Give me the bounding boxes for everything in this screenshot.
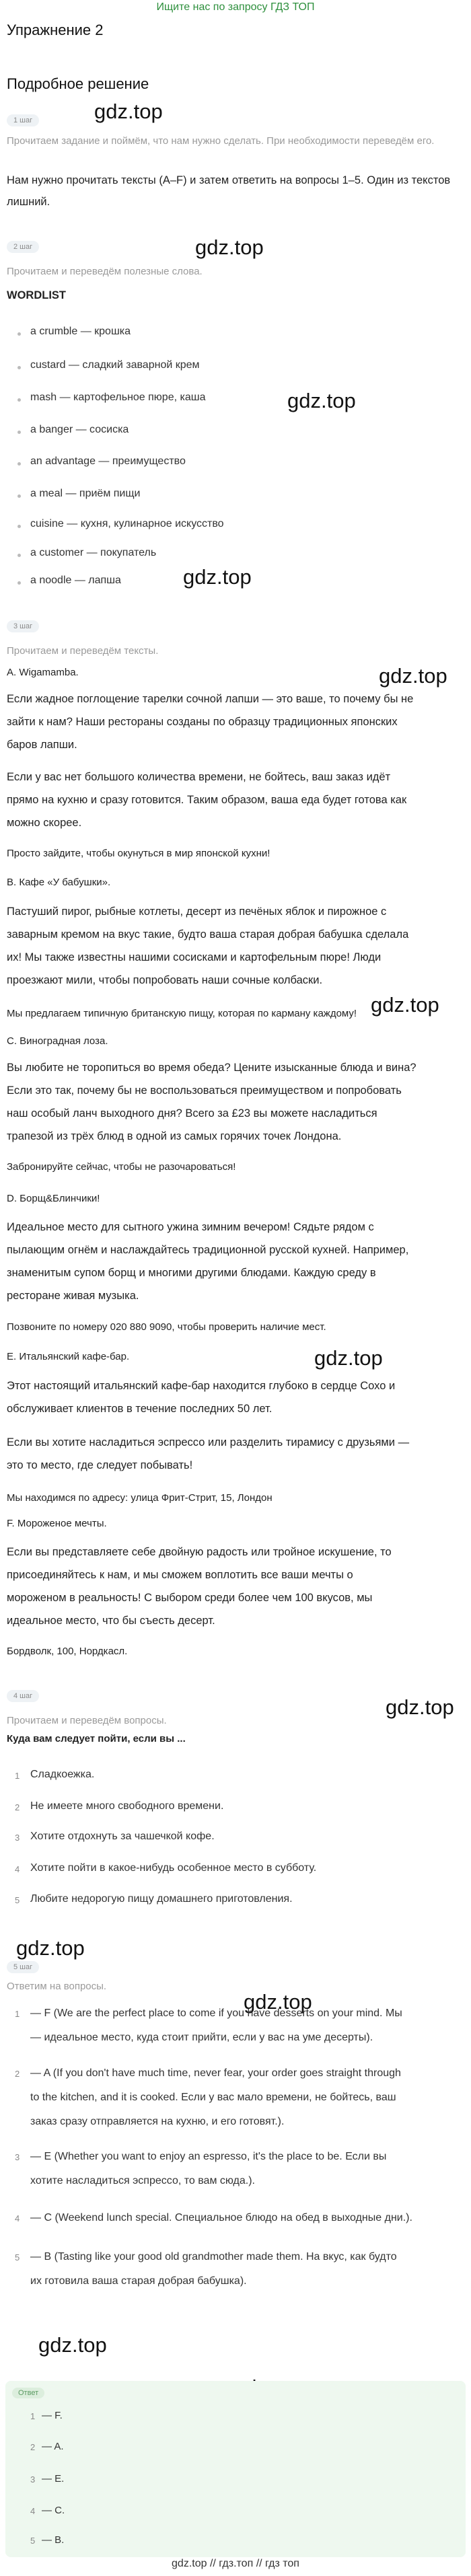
text-e-heading: E. Итальянский кафе-бар.	[7, 1351, 130, 1362]
watermark: gdz.top	[244, 1990, 312, 2014]
text-line: ресторане живая музыка.	[7, 1290, 139, 1302]
step-badge-2: 2 шаг	[7, 241, 39, 253]
bullet	[17, 431, 21, 434]
watermark: gdz.top	[371, 993, 439, 1017]
watermark: gdz.top	[379, 664, 447, 688]
step1-instruction: Прочитаем задание и поймём, что нам нужно сделать. При необходимости переведём его.	[7, 135, 435, 147]
watermark: gdz.top	[314, 1346, 383, 1370]
text-b-heading: B. Кафе «У бабушки».	[7, 877, 111, 888]
answer-number: 2	[30, 2442, 36, 2452]
text-line: Если это так, почему бы не воспользоваться преимуществом и попробовать	[7, 1084, 402, 1097]
step4-instruction: Прочитаем и переведём вопросы.	[7, 1715, 167, 1726]
text-line: Идеальное место для сытного ужина зимним вечером! Сядьте рядом с	[7, 1221, 374, 1233]
text-line: наш особый ланч выходного дня? Всего за £23 вы можете насладиться	[7, 1107, 377, 1119]
text-line: Мы находимся по адресу: улица Фрит-Стрит, 15, Лондон	[7, 1492, 273, 1504]
text-line: идеальное место, что бы съесть десерт.	[7, 1615, 215, 1627]
answer-badge: Ответ	[12, 2388, 44, 2398]
text-line: пылающим огнём и наслаждайтесь традиционной русской кухней. Например,	[7, 1244, 409, 1256]
answer-line: их готовила ваша старая добрая бабушка).	[30, 2275, 247, 2287]
answer-number: 3	[30, 2474, 36, 2485]
answer-line: — B (Tasting like your good old grandmother made them. На вкус, как будто	[30, 2251, 397, 2262]
wordlist-title: WORDLIST	[7, 289, 66, 301]
answer-line: — C (Weekend lunch special. Специальное блюдо на обед в выходные дни.).	[30, 2212, 412, 2223]
text-line: трапезой из трёх блюд в одной из самых горячих точек Лондона.	[7, 1130, 342, 1142]
question-item: Любите недорогую пищу домашнего приготовления.	[30, 1893, 293, 1905]
watermark: gdz.top	[386, 1695, 454, 1719]
bullet	[17, 525, 21, 528]
text-line: Просто зайдите, чтобы окунуться в мир японской кухни!	[7, 848, 270, 859]
answer-number: 1	[15, 2009, 20, 2019]
text-line: мороженом в реальность! С выбором среди более чем 100 вкусов, мы	[7, 1592, 373, 1604]
word-item: custard — сладкий заварной крем	[30, 359, 200, 371]
top-banner	[0, 0, 471, 19]
bullet	[17, 581, 21, 585]
text-line: их! Мы также известны нашими сосисками и картофельным пюре! Люди	[7, 951, 382, 963]
text-line: Если вы представляете себе двойную радость или тройное искушение, то	[7, 1546, 392, 1558]
text-line: зайти к нам? Наши рестораны созданы по образцу традиционных японских	[7, 716, 398, 728]
bullet	[17, 366, 21, 369]
watermark: gdz.top	[38, 2333, 107, 2357]
word-item: a crumble — крошка	[30, 326, 131, 337]
text-line: Бордволк, 100, Нордкасл.	[7, 1646, 128, 1657]
text-line: обслуживает клиентов в течение последних 50 лет.	[7, 1403, 273, 1415]
final-answer: — E.	[42, 2473, 65, 2485]
word-item: cuisine — кухня, кулинарное искусство	[30, 518, 224, 529]
text-c-heading: C. Виноградная лоза.	[7, 1035, 108, 1047]
answer-box	[5, 2381, 466, 2557]
answer-line: — E (Whether you want to enjoy an espresso, it's the place to be. Если вы	[30, 2151, 387, 2162]
text-f-heading: F. Мороженое мечты.	[7, 1518, 107, 1529]
answer-line: хотите насладиться эспрессо, то вам сюда.).	[30, 2175, 255, 2186]
question-item: Хотите пойти в какое-нибудь особенное место в субботу.	[30, 1862, 317, 1874]
top-banner-text: Ищите нас по запросу ГДЗ ТОП	[156, 1, 315, 13]
bullet	[17, 462, 21, 466]
text-line: баров лапши.	[7, 739, 77, 751]
watermark: gdz.top	[16, 1936, 85, 1960]
answer-number: 5	[15, 2252, 20, 2262]
page-title: Упражнение 2	[7, 22, 104, 38]
text-line: проезжают мили, чтобы попробовать наши сочные колбаски.	[7, 974, 323, 986]
text-line: это то место, где следует побывать!	[7, 1459, 193, 1471]
bullet	[17, 494, 21, 498]
final-answer: — B.	[42, 2534, 65, 2546]
text-a-heading: A. Wigamamba.	[7, 667, 79, 678]
bullet	[17, 554, 21, 557]
word-item: a customer — покупатель	[30, 547, 157, 558]
step5-instruction: Ответим на вопросы.	[7, 1981, 107, 1992]
footer-links[interactable]: gdz.top // гдз.топ // гдз топ	[172, 2558, 299, 2569]
step-badge-3: 3 шаг	[7, 620, 39, 632]
answer-number: 2	[15, 2069, 20, 2079]
answer-line: — A (If you don't have much time, never fear, your order goes straight through	[30, 2067, 401, 2079]
text-line: заварным кремом на вкус такие, будто ваша старая добрая бабушка сделала	[7, 928, 409, 941]
question-number: 5	[15, 1895, 20, 1905]
step-badge-1: 1 шаг	[7, 114, 39, 126]
question-number: 2	[15, 1802, 20, 1812]
question-heading: Куда вам следует пойти, если вы ...	[7, 1733, 186, 1744]
answer-line: заказ сразу отправляется на кухню, и его готовят.).	[30, 2116, 285, 2127]
text-line: Мы предлагаем типичную британскую пищу, которая по карману каждому!	[7, 1008, 357, 1019]
word-item: mash — картофельное пюре, каша	[30, 392, 206, 403]
answer-number: 1	[30, 2411, 36, 2421]
text-line: Забронируйте сейчас, чтобы не разочароваться!	[7, 1161, 236, 1173]
text-line: Пастуший пирог, рыбные котлеты, десерт из печёных яблок и пирожное с	[7, 906, 387, 918]
answer-line: — идеальное место, куда стоит прийти, если у вас на уме десерты).	[30, 2032, 373, 2043]
answer-number: 5	[30, 2536, 36, 2546]
answer-number: 4	[30, 2506, 36, 2516]
question-item: Сладкоежка.	[30, 1769, 95, 1780]
text-line: знаменитым супом борщ и многими другими блюдами. Каждую среду в	[7, 1267, 376, 1279]
watermark: gdz.top	[94, 100, 163, 123]
text-line: Если у вас нет большого количества времени, не бойтесь, ваш заказ идёт	[7, 771, 391, 783]
text-line: Если жадное поглощение тарелки сочной лапши — это ваше, то почему бы не	[7, 693, 414, 705]
final-answer: — A.	[42, 2441, 64, 2452]
answer-number: 4	[15, 2213, 20, 2223]
word-item: a banger — сосиска	[30, 424, 129, 435]
text-line: Если вы хотите насладиться эспрессо или разделить тирамису с друзьями —	[7, 1436, 410, 1448]
question-item: Хотите отдохнуть за чашечкой кофе.	[30, 1831, 215, 1842]
watermark: gdz.top	[183, 565, 252, 589]
text-line: присоединяйтесь к нам, и мы сможем воплотить все ваши мечты о	[7, 1569, 353, 1581]
text-line: прямо на кухню и сразу готовится. Таким образом, ваша еда будет готова как	[7, 794, 407, 806]
bullet	[17, 398, 21, 402]
text-line: Этот настоящий итальянский кафе-бар находится глубоко в сердце Сохо и	[7, 1380, 396, 1392]
step-badge-4: 4 шаг	[7, 1690, 39, 1702]
word-item: a meal — приём пищи	[30, 488, 141, 499]
final-answer: — F.	[42, 2410, 63, 2421]
answer-line: to the kitchen, and it is cooked. Если у вас мало времени, не бойтесь, ваш	[30, 2092, 396, 2103]
text-line: Позвоните по номеру 020 880 9090, чтобы проверить наличие мест.	[7, 1321, 326, 1333]
bullet	[17, 332, 21, 336]
question-number: 3	[15, 1833, 20, 1843]
footer	[0, 2558, 471, 2570]
text-line: Вы любите не торопиться во время обеда? Цените изысканные блюда и вина?	[7, 1062, 416, 1074]
watermark: gdz.top	[195, 235, 264, 259]
question-number: 4	[15, 1864, 20, 1874]
step-badge-5: 5 шаг	[7, 1961, 39, 1973]
text-d-heading: D. Борщ&Блинчики!	[7, 1193, 100, 1204]
answer-number: 3	[15, 2152, 20, 2162]
question-number: 1	[15, 1771, 20, 1781]
word-item: a noodle — лапша	[30, 575, 121, 586]
step1-text: Нам нужно прочитать тексты (A–F) и затем ответить на вопросы 1–5. Один из текстов лишний.	[7, 174, 451, 208]
answer-line: — F (We are the perfect place to come if you have desserts on your mind. Мы	[30, 2008, 402, 2019]
watermark: gdz.top	[287, 389, 356, 412]
word-item: an advantage — преимущество	[30, 455, 186, 467]
solution-heading: Подробное решение	[7, 75, 149, 92]
text-line: можно скорее.	[7, 817, 82, 829]
step3-instruction: Прочитаем и переведём тексты.	[7, 645, 159, 657]
question-item: Не имеете много свободного времени.	[30, 1800, 224, 1812]
final-answer: — C.	[42, 2505, 65, 2516]
step2-instruction: Прочитаем и переведём полезные слова.	[7, 266, 203, 277]
